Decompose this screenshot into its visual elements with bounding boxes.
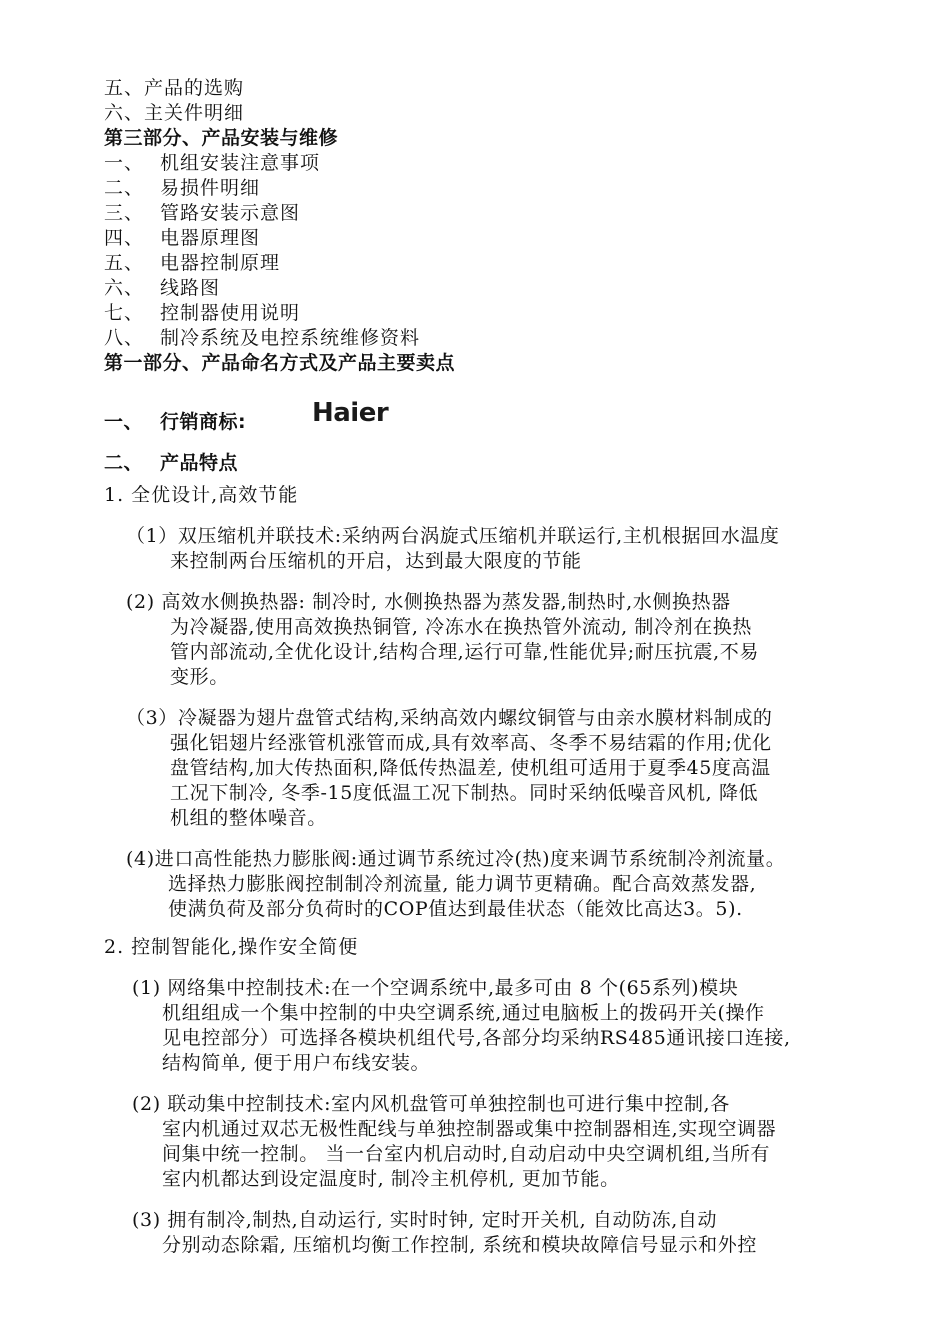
toc-item-num: 七、: [104, 302, 145, 324]
feature-paragraph: [132, 1092, 776, 1192]
part1-title: 第一部分、产品命名方式及产品主要卖点: [104, 352, 456, 374]
paragraph-line: 强化铝翅片经涨管机涨管而成,具有效率高、冬季不易结霜的作用;优化: [170, 732, 772, 754]
feature-paragraph: [126, 524, 780, 574]
feature-paragraph: [132, 1208, 757, 1258]
toc-item-num: 四、: [104, 227, 145, 249]
brand-num: 一、: [104, 411, 144, 433]
paragraph-line: 结构简单, 便于用户布线安装。: [162, 1052, 431, 1074]
feature-paragraph: [126, 590, 759, 690]
toc-item: [104, 301, 300, 326]
brand-heading: [104, 410, 246, 435]
paragraph-line: 来控制两台压缩机的开启，达到最大限度的节能: [170, 550, 582, 572]
toc-item-text: 制冷系统及电控系统维修资料: [160, 327, 421, 349]
paragraph-line: (2) 联动集中控制技术:室内风机盘管可单独控制也可进行集中控制,各: [132, 1093, 730, 1115]
paragraph-line: 为冷凝器,使用高效换热铜管, 冷冻水在换热管外流动, 制冷剂在换热: [170, 616, 752, 638]
paragraph-line: （1）双压缩机并联技术:采纳两台涡旋式压缩机并联运行,主机根据回水温度: [126, 525, 780, 547]
haier-logo: Haier: [312, 398, 389, 428]
feature-paragraph: [126, 706, 773, 831]
toc-item-text: 线路图: [160, 277, 221, 299]
features-heading: [104, 451, 238, 476]
toc-item-text: 机组安装注意事项: [160, 152, 321, 174]
paragraph-line: 机组的整体噪音。: [170, 807, 327, 829]
toc-item-num: 二、: [104, 177, 145, 199]
toc-item-text: 电器原理图: [160, 227, 261, 249]
toc-item: [104, 201, 300, 226]
paragraph-line: 分别动态除霜, 压缩机均衡工作控制, 系统和模块故障信号显示和外控: [162, 1234, 757, 1256]
paragraph-line: 工况下制冷, 冬季-15度低温工况下制热。同时采纳低噪音风机, 降低: [170, 782, 759, 804]
paragraph-line: (1) 网络集中控制技术:在一个空调系统中,最多可由 8 个(65系列)模块: [132, 977, 739, 999]
paragraph-line: 管内部流动,全优化设计,结构合理,运行可靠,性能优异;耐压抗震,不易: [170, 641, 760, 663]
paragraph-line: 变形。: [170, 666, 229, 688]
features-num: 二、: [104, 452, 144, 474]
toc-item: [104, 176, 260, 201]
toc-item: [104, 151, 320, 176]
paragraph-line: 使满负荷及部分负荷时的COP值达到最佳状态（能效比高达3。5).: [168, 898, 743, 920]
toc-item: 六、主关件明细: [104, 102, 245, 124]
paragraph-line: 盘管结构,加大传热面积,降低传热温差, 使机组可适用于夏季45度高温: [170, 757, 771, 779]
paragraph-line: 选择热力膨胀阀控制制冷剂流量, 能力调节更精确。配合高效蒸发器,: [168, 873, 757, 895]
paragraph-line: 机组组成一个集中控制的中央空调系统,通过电脑板上的拨码开关(操作: [162, 1002, 765, 1024]
toc-item-text: 电器控制原理: [160, 252, 281, 274]
toc-item-num: 五、: [104, 252, 145, 274]
brand-label: 行销商标:: [160, 411, 247, 433]
toc-item-num: 八、: [104, 327, 145, 349]
toc-item-num: 六、: [104, 277, 145, 299]
paragraph-line: 见电控部分）可选择各模块机组代号,各部分均采纳RS485通讯接口连接,: [162, 1027, 791, 1049]
toc-item: [104, 326, 420, 351]
paragraph-line: 室内机通过双芯无极性配线与单独控制器或集中控制器相连,实现空调器: [162, 1118, 777, 1140]
paragraph-line: (2) 高效水侧换热器: 制冷时, 水侧换热器为蒸发器,制热时,水侧换热器: [126, 591, 731, 613]
paragraph-line: (4)进口高性能热力膨胀阀:通过调节系统过冷(热)度来调节系统制冷剂流量。: [126, 848, 786, 870]
section-heading: 2. 控制智能化,操作安全简便: [104, 936, 359, 958]
features-label: 产品特点: [160, 452, 239, 474]
paragraph-line: 室内机都达到设定温度时, 制冷主机停机, 更加节能。: [162, 1168, 620, 1190]
paragraph-line: (3) 拥有制冷,制热,自动运行, 实时时钟, 定时开关机, 自动防冻,自动: [132, 1209, 718, 1231]
toc-item: [104, 226, 260, 251]
toc-item: [104, 251, 280, 276]
paragraph-line: 间集中统一控制。 当一台室内机启动时,自动启动中央空调机组,当所有: [162, 1143, 770, 1165]
part3-title: 第三部分、产品安装与维修: [104, 127, 339, 149]
paragraph-line: （3）冷凝器为翅片盘管式结构,采纳高效内螺纹铜管与由亲水膜材料制成的: [126, 707, 773, 729]
feature-paragraph: [126, 847, 785, 922]
toc-item: 五、产品的选购: [104, 77, 245, 99]
section-heading: 1. 全优设计,高效节能: [104, 484, 299, 506]
toc-item-text: 控制器使用说明: [160, 302, 301, 324]
toc-item: [104, 276, 220, 301]
toc-item-num: 三、: [104, 202, 145, 224]
feature-paragraph: [132, 976, 791, 1076]
toc-item-text: 易损件明细: [160, 177, 261, 199]
toc-item-num: 一、: [104, 152, 145, 174]
toc-item-text: 管路安装示意图: [160, 202, 301, 224]
